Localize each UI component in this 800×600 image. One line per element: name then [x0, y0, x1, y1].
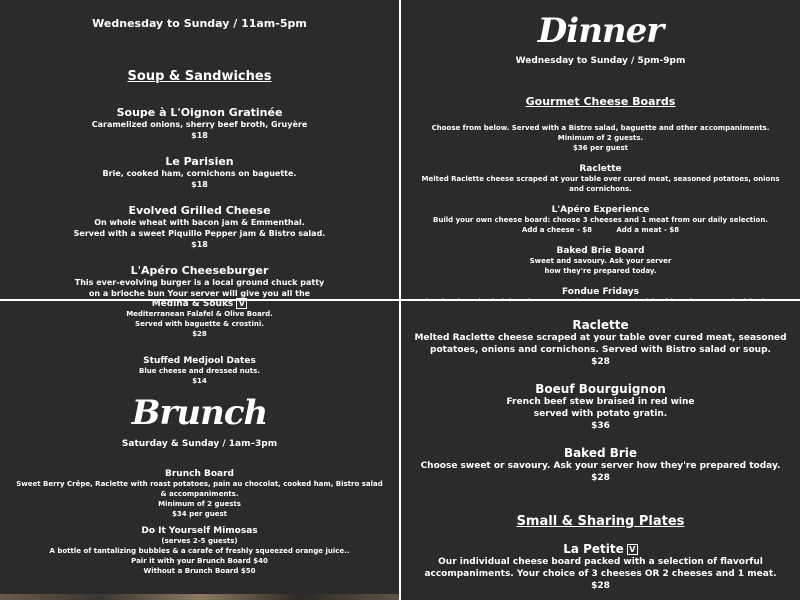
- item-title: Evolved Grilled Cheese: [128, 204, 271, 217]
- item-title: Raclette: [579, 164, 622, 174]
- brunch-title: Brunch: [131, 393, 268, 433]
- dinner-title: Dinner: [537, 11, 664, 51]
- item-desc: On whole wheat with bacon jam & Emmenthal.: [94, 218, 305, 227]
- brunch-menu-panel: [0, 301, 399, 600]
- item-desc: Add a cheese - $8 Add a meat - $8: [521, 226, 680, 234]
- section-small-sharing-plates: Small & Sharing Plates: [516, 514, 685, 529]
- item-title: [401, 542, 800, 556]
- item-desc: Our individual cheese board packed with a selection of flavorful accompaniments. Your choice of 3 cheeses OR 2 cheeses and 1 meat.: [424, 557, 777, 579]
- item-desc: Without a Brunch Board $50: [143, 567, 256, 575]
- item-desc: Pair it with your Brunch Board $40: [131, 557, 268, 565]
- item-desc: how they're prepared today.: [544, 267, 657, 275]
- item-desc: Blue cheese and dressed nuts.: [139, 367, 260, 375]
- item-title-text: Medina & Souks: [151, 299, 234, 309]
- vegetarian-badge-icon: V: [236, 298, 247, 309]
- item-title: L'Apéro Cheeseburger: [130, 264, 269, 277]
- item-price: $18: [191, 240, 208, 249]
- item-desc: Brie, cooked ham, cornichons on baguette.: [102, 169, 297, 178]
- item-desc: Sweet Berry Crêpe, Raclette with roast potatoes, pain au chocolat, cooked ham, Bistro salad & accompaniments.: [16, 480, 383, 498]
- mimosa-item: [0, 526, 399, 576]
- medina-item: [0, 298, 399, 339]
- item-desc: (serves 2-5 guests): [161, 537, 238, 545]
- item-desc: A bottle of tantalizing bubbles & a carafe of freshly squeezed orange juice..: [49, 547, 350, 555]
- item-desc: served with potato gratin.: [533, 409, 668, 419]
- brunch-board-item: [0, 469, 399, 519]
- vegetarian-badge-icon: V: [627, 544, 638, 555]
- dinner-mains-panel: [401, 301, 800, 600]
- item-desc: French beef stew braised in red wine: [506, 397, 695, 407]
- item-title: L'Apéro Experience: [551, 205, 650, 215]
- dinner-hours: Wednesday to Sunday / 5pm-9pm: [515, 56, 686, 66]
- cheese-board-items: [401, 123, 800, 317]
- dinner-menu-panel: [401, 0, 800, 299]
- item-title: Baked Brie: [563, 446, 638, 460]
- item-title-text: La Petite: [563, 542, 624, 556]
- item-desc: Caramelized onions, sherry beef broth, Gruyère: [91, 120, 308, 129]
- item-desc: Melted Raclette cheese scraped at your table over cured meat, seasoned potatoes, onions and cornichons. Served with Bistro salad or soup.: [414, 333, 787, 355]
- item-title: Boeuf Bourguignon: [535, 382, 666, 396]
- item-price: $28: [591, 473, 610, 483]
- lunch-items: [0, 92, 399, 299]
- item-desc: Minimum of 2 guests: [158, 500, 241, 508]
- item-desc: Served with a sweet Piquillo Pepper jam & Bistro salad.: [73, 229, 326, 238]
- item-desc: This ever-evolving burger is a local ground chuck patty: [74, 278, 325, 287]
- item-title: [0, 298, 399, 309]
- item-title: Do It Yourself Mimosas: [141, 526, 258, 536]
- item-title: Fondue Fridays: [561, 287, 640, 297]
- item-price: $36: [591, 421, 610, 431]
- item-price: $18: [191, 131, 208, 140]
- dates-item: [0, 356, 399, 386]
- item-title: Le Parisien: [165, 155, 234, 168]
- item-price: $14: [192, 377, 207, 385]
- item-price: $28: [591, 581, 610, 591]
- intro-desc: Choose from below. Served with a Bistro salad, baguette and other accompaniments. Minimum of 2 guests.: [431, 124, 770, 142]
- item-price: $28: [192, 330, 207, 338]
- item-desc: Melted Raclette cheese scraped at your table over cured meat, seasoned potatoes, onions and cornichons.: [421, 175, 780, 193]
- la-petite-item: [401, 542, 800, 592]
- item-price: $18: [191, 180, 208, 189]
- brunch-hours: Saturday & Sunday / 1am–3pm: [121, 439, 278, 449]
- item-desc: Sweet and savoury. Ask your server: [529, 257, 672, 265]
- item-title: Baked Brie Board: [556, 246, 645, 256]
- item-price: $28: [591, 357, 610, 367]
- item-desc: on a brioche bun Your server will give you all the: [88, 289, 311, 298]
- lunch-menu-panel: [0, 0, 399, 299]
- mains-items: [401, 304, 800, 484]
- item-desc: Mediterranean Falafel & Olive Board.: [126, 310, 273, 318]
- item-title: Stuffed Medjool Dates: [143, 356, 256, 366]
- lunch-hours: Wednesday to Sunday / 11am-5pm: [92, 17, 307, 30]
- item-price: $34 per guest: [172, 510, 227, 518]
- intro-price: $36 per guest: [573, 144, 628, 152]
- item-desc: Served with baguette & crostini.: [135, 320, 264, 328]
- photo-strip: [0, 594, 399, 600]
- item-desc: Choose sweet or savoury. Ask your server how they're prepared today.: [420, 461, 781, 471]
- item-title: Brunch Board: [165, 469, 234, 479]
- item-title: Raclette: [572, 318, 629, 332]
- item-desc: Build your own cheese board: choose 3 cheeses and 1 meat from our daily selection.: [433, 216, 768, 224]
- item-title: Soupe à L'Oignon Gratinée: [116, 106, 283, 119]
- section-soup-sandwiches: Soup & Sandwiches: [127, 69, 272, 84]
- section-gourmet-cheese-boards: Gourmet Cheese Boards: [525, 95, 676, 108]
